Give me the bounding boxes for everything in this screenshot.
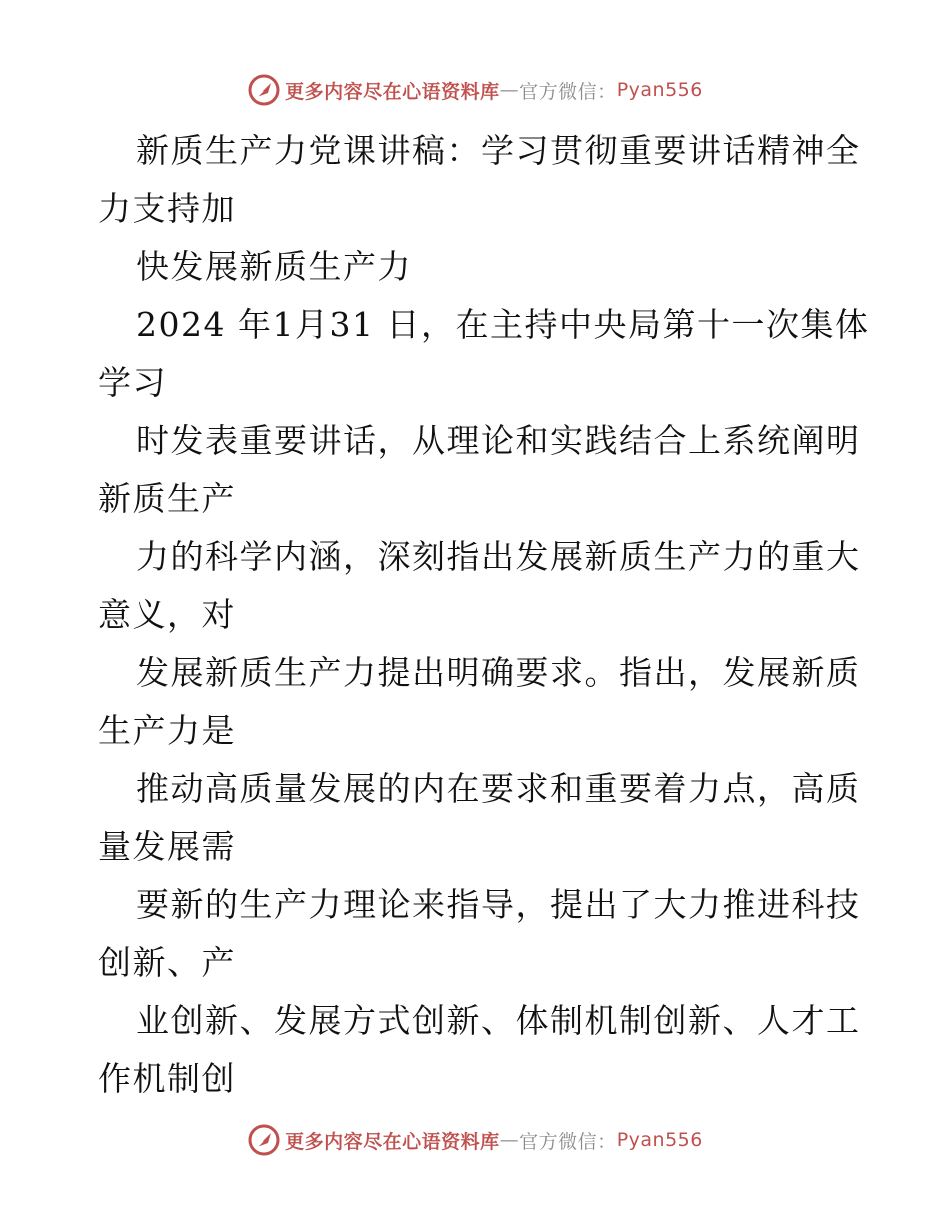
watermark-separator: — (499, 79, 520, 101)
watermark-wechat-id: Pyan556 (616, 79, 703, 101)
text-line: 量发展需 (98, 827, 236, 866)
watermark-brand: 更多内容尽在心语资料库 (285, 80, 500, 103)
text-line: 新质生产 (98, 479, 236, 518)
watermark-label: 官方微信： (519, 80, 617, 103)
quill-logo-icon (247, 73, 281, 107)
text-line: 要新的生产力理论来指导，提出了大力推进科技 (136, 885, 861, 924)
watermark-label: 官方微信： (519, 1130, 617, 1153)
text-line: 创新、产 (98, 943, 236, 982)
text-line: 生产力是 (98, 711, 236, 750)
text-line: 快发展新质生产力 (136, 247, 412, 286)
watermark-separator: — (499, 1129, 520, 1151)
watermark-wechat-id: Pyan556 (616, 1129, 703, 1151)
header-watermark (0, 70, 950, 110)
document-body (98, 122, 870, 1108)
text-line: 时发表重要讲话，从理论和实践结合上系统阐明 (136, 421, 861, 460)
text-line: 学习 (98, 363, 167, 402)
text-line: 力的科学内涵，深刻指出发展新质生产力的重大 (136, 537, 861, 576)
footer-watermark (0, 1120, 950, 1160)
text-line: 力支持加 (98, 189, 236, 228)
text-line: 新质生产力党课讲稿：学习贯彻重要讲话精神全 (136, 131, 861, 170)
watermark-brand: 更多内容尽在心语资料库 (285, 1130, 500, 1153)
text-line: 业创新、发展方式创新、体制机制创新、人才工 (136, 1001, 861, 1040)
text-line: 作机制创 (98, 1059, 236, 1098)
text-line: 2024 年1月31 日，在主持中央局第十一次集体 (136, 305, 870, 344)
text-line: 意义，对 (98, 595, 236, 634)
text-line: 发展新质生产力提出明确要求。指出，发展新质 (136, 653, 861, 692)
quill-logo-icon (247, 1123, 281, 1157)
text-line: 推动高质量发展的内在要求和重要着力点，高质 (136, 769, 861, 808)
